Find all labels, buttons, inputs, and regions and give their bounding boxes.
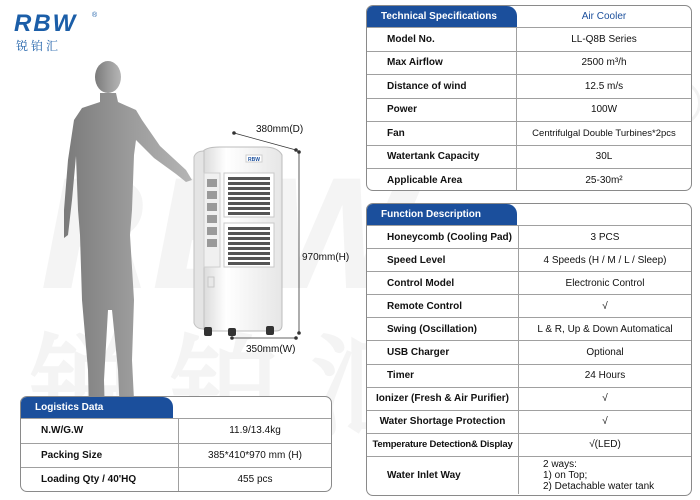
tech-specs-header xyxy=(367,6,691,27)
logistics-value: 385*410*970 mm (H) xyxy=(208,449,302,461)
inlet-line: 1) on Top; xyxy=(543,469,588,481)
function-value: 3 PCS xyxy=(590,231,620,243)
logistics-value: 455 pcs xyxy=(237,474,273,486)
function-value: Optional xyxy=(586,347,624,359)
function-label: Timer xyxy=(367,365,519,387)
logistics-value: 11.9/13.4kg xyxy=(229,425,281,437)
table-row xyxy=(367,433,691,456)
function-label: Swing (Oscillation) xyxy=(367,318,519,340)
inlet-line: 2) Detachable water tank xyxy=(543,480,655,492)
function-label: Remote Control xyxy=(367,295,519,317)
product-type: Air Cooler xyxy=(581,11,627,22)
spec-value: 2500 m³/h xyxy=(581,57,627,69)
spec-value: Centrifulgal Double Turbines*2pcs xyxy=(532,127,676,139)
tech-specs-title: Technical Specifications xyxy=(367,6,517,27)
inlet-line: 2 ways: xyxy=(543,458,577,470)
function-label: Speed Level xyxy=(367,249,519,271)
table-row xyxy=(367,145,691,169)
spec-label: Applicable Area xyxy=(367,169,517,191)
table-row xyxy=(367,364,691,387)
function-title: Function Description xyxy=(367,204,517,225)
function-value: 24 Hours xyxy=(584,370,626,382)
function-value: L & R, Up & Down Automatical xyxy=(537,323,673,335)
logistics-label: N.W/G.W xyxy=(21,419,179,443)
spec-label: Power xyxy=(367,99,517,122)
function-label: Ionizer (Fresh & Air Purifier) xyxy=(367,388,519,410)
logistics-title: Logistics Data xyxy=(21,397,173,418)
spec-label: Distance of wind xyxy=(367,75,517,98)
logistics-header xyxy=(21,397,331,418)
table-row xyxy=(367,271,691,294)
table-row xyxy=(367,225,691,248)
tech-specs-table xyxy=(366,5,692,191)
function-label: USB Charger xyxy=(367,341,519,363)
logo-registered-mark: ® xyxy=(92,12,98,19)
table-row xyxy=(367,410,691,433)
function-value: Electronic Control xyxy=(565,277,645,289)
table-row xyxy=(367,340,691,363)
function-value: 4 Speeds (H / M / L / Sleep) xyxy=(543,254,667,266)
logistics-table xyxy=(20,396,332,492)
function-label: Honeycomb (Cooling Pad) xyxy=(367,226,519,248)
spec-label: Watertank Capacity xyxy=(367,146,517,169)
table-row xyxy=(367,248,691,271)
table-row xyxy=(21,443,331,468)
function-label: Temperature Detection& Display xyxy=(367,434,519,456)
spec-value: 30L xyxy=(595,151,613,163)
table-row xyxy=(367,317,691,340)
table-row xyxy=(367,387,691,410)
function-value: √ xyxy=(602,300,608,312)
logo-text: RBW xyxy=(14,10,78,37)
spec-label: Max Airflow xyxy=(367,52,517,75)
table-row xyxy=(367,51,691,75)
spec-value: 100W xyxy=(590,104,618,116)
table-row xyxy=(367,121,691,145)
depth-dimension: 380mm(D) xyxy=(256,124,304,135)
logistics-label: Packing Size xyxy=(21,444,179,468)
spec-value: 12.5 m/s xyxy=(584,80,624,92)
table-row xyxy=(367,27,691,51)
function-label: Control Model xyxy=(367,272,519,294)
function-value: √(LED) xyxy=(589,439,621,451)
function-value: √ xyxy=(602,416,608,428)
table-row xyxy=(367,456,691,494)
width-dimension: 350mm(W) xyxy=(246,344,296,355)
svg-text:RBW: RBW xyxy=(248,157,260,163)
table-row xyxy=(367,168,691,191)
spec-value: 25-30m² xyxy=(585,174,623,186)
spec-value: LL-Q8B Series xyxy=(571,33,637,45)
table-row xyxy=(21,418,331,443)
table-row xyxy=(21,467,331,492)
function-description-table xyxy=(366,203,692,496)
function-value xyxy=(519,457,691,494)
logo-chinese-text: 锐铂汇 xyxy=(16,39,62,53)
logistics-label: Loading Qty / 40'HQ xyxy=(21,468,179,492)
table-row xyxy=(367,98,691,122)
spec-label: Fan xyxy=(367,122,517,145)
height-dimension: 970mm(H) xyxy=(302,252,350,263)
function-label: Water Shortage Protection xyxy=(367,411,519,433)
function-header xyxy=(367,204,691,225)
spec-label: Model No. xyxy=(367,28,517,51)
table-row xyxy=(367,74,691,98)
function-label: Water Inlet Way xyxy=(367,457,519,494)
function-value: √ xyxy=(602,393,608,405)
table-row xyxy=(367,294,691,317)
